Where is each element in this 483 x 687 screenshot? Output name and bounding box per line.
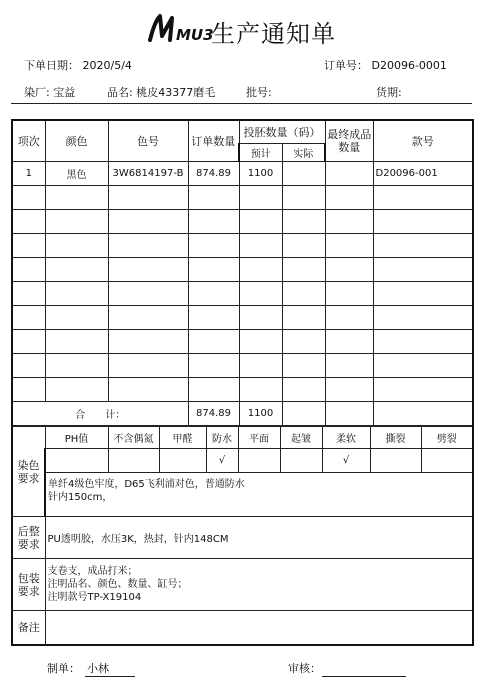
table-row	[12, 161, 473, 185]
dye-mark-formaldehyde	[159, 449, 206, 473]
dye-factory-value: 宝益	[53, 86, 76, 99]
order-number	[324, 57, 447, 73]
dye-col-waterproof: 防水	[206, 427, 238, 449]
remarks-label: 备注	[12, 611, 45, 645]
empty-row	[12, 185, 473, 209]
cell-final-qty	[325, 161, 373, 185]
finishing-requirements-text: PU透明胶，水压3K，热封，针内148CM	[45, 517, 473, 559]
requirements-table	[11, 426, 474, 646]
cell-color: 黑色	[45, 161, 108, 185]
empty-row	[12, 257, 473, 281]
dye-mark-flat	[238, 449, 280, 473]
dye-mark-wrinkle	[280, 449, 322, 473]
dye-col-tear: 撕裂	[370, 427, 421, 449]
dye-mark-waterproof: √	[206, 449, 238, 473]
cell-item-no: 1	[12, 161, 45, 185]
packing-requirements-label: 包装要求	[12, 559, 45, 611]
col-header-actual: 实际	[282, 143, 325, 161]
dye-col-flat: 平面	[238, 427, 280, 449]
logo-text: MU3	[176, 26, 214, 44]
order-number-label: 订单号：	[324, 59, 368, 72]
empty-row	[12, 281, 473, 305]
reviewer-label: 审核：	[288, 662, 321, 675]
cell-color-code: 3W6814197-B	[108, 161, 188, 185]
total-estimate: 1100	[239, 401, 282, 425]
packing-requirements-text	[45, 559, 473, 611]
cell-actual	[282, 161, 325, 185]
product-name-value: 桃皮43377磨毛	[136, 86, 216, 99]
col-header-final-qty: 最终成品数量	[325, 120, 373, 161]
total-label: 合 计：	[12, 401, 188, 425]
empty-row	[12, 353, 473, 377]
remarks-value	[45, 611, 473, 645]
dye-col-ph: PH值	[45, 427, 108, 449]
dye-col-azo-free: 不含偶氮	[108, 427, 159, 449]
cell-style-no: D20096-001	[373, 161, 473, 185]
empty-row	[12, 209, 473, 233]
header-divider	[11, 103, 472, 104]
dye-requirements-text	[45, 473, 473, 517]
product-name-label: 品名:	[107, 86, 133, 99]
dye-col-formaldehyde: 甲醛	[159, 427, 206, 449]
product-name	[107, 84, 215, 100]
order-date-label: 下单日期：	[24, 59, 79, 72]
finishing-requirements-label: 后整要求	[12, 517, 45, 559]
col-header-item-no: 项次	[12, 120, 45, 161]
maker-value: 小林	[87, 662, 109, 675]
shipment-date	[376, 84, 402, 100]
col-header-style-no: 款号	[373, 120, 473, 161]
col-header-order-qty: 订单数量	[188, 120, 239, 161]
maker-signature-line	[85, 676, 135, 677]
col-header-estimate: 预计	[239, 143, 282, 161]
dye-col-wrinkle: 起皱	[280, 427, 322, 449]
col-header-color-code: 色号	[108, 120, 188, 161]
dye-mark-ph	[45, 449, 108, 473]
reviewer-signature-line	[322, 676, 406, 677]
dye-requirements-label: 染色要求	[12, 427, 45, 517]
page-title: 生产通知单	[211, 20, 336, 48]
dye-col-split: 劈裂	[421, 427, 473, 449]
empty-row	[12, 305, 473, 329]
empty-row	[12, 233, 473, 257]
dye-mark-azo-free	[108, 449, 159, 473]
empty-row	[12, 377, 473, 401]
batch-number-label: 批号:	[246, 86, 272, 99]
dye-marks-row	[12, 449, 473, 473]
company-logo	[146, 10, 214, 48]
packing-requirements-line-1: 支卷支，成品打米；	[47, 566, 138, 577]
maker-label: 制单：	[47, 662, 80, 675]
packing-requirements-line-3: 注明款号TP-X19104	[47, 592, 142, 603]
col-header-color: 颜色	[45, 120, 108, 161]
shipment-date-label: 货期:	[376, 86, 402, 99]
dye-mark-tear	[370, 449, 421, 473]
dye-requirements-line-1: 单纤4级色牢度，D65飞利浦对色，普通防水	[48, 479, 245, 490]
production-notice-table	[11, 119, 474, 426]
total-order-qty: 874.89	[188, 401, 239, 425]
batch-number	[246, 84, 272, 100]
dye-factory	[24, 84, 75, 100]
cell-estimate: 1100	[239, 161, 282, 185]
total-row	[12, 401, 473, 425]
dye-mark-split	[421, 449, 473, 473]
empty-row	[12, 329, 473, 353]
cell-order-qty: 874.89	[188, 161, 239, 185]
dye-mark-soft: √	[322, 449, 370, 473]
dye-col-soft: 柔软	[322, 427, 370, 449]
dye-factory-label: 染厂:	[24, 86, 50, 99]
order-date-value: 2020/5/4	[82, 59, 132, 72]
packing-requirements-line-2: 注明品名、颜色、数量、缸号；	[47, 579, 188, 590]
order-number-value: D20096-0001	[371, 59, 447, 72]
col-header-input-qty: 投胚数量（码）	[239, 120, 325, 143]
order-date	[24, 57, 132, 73]
dye-requirements-line-2: 针内150cm，	[48, 492, 113, 503]
